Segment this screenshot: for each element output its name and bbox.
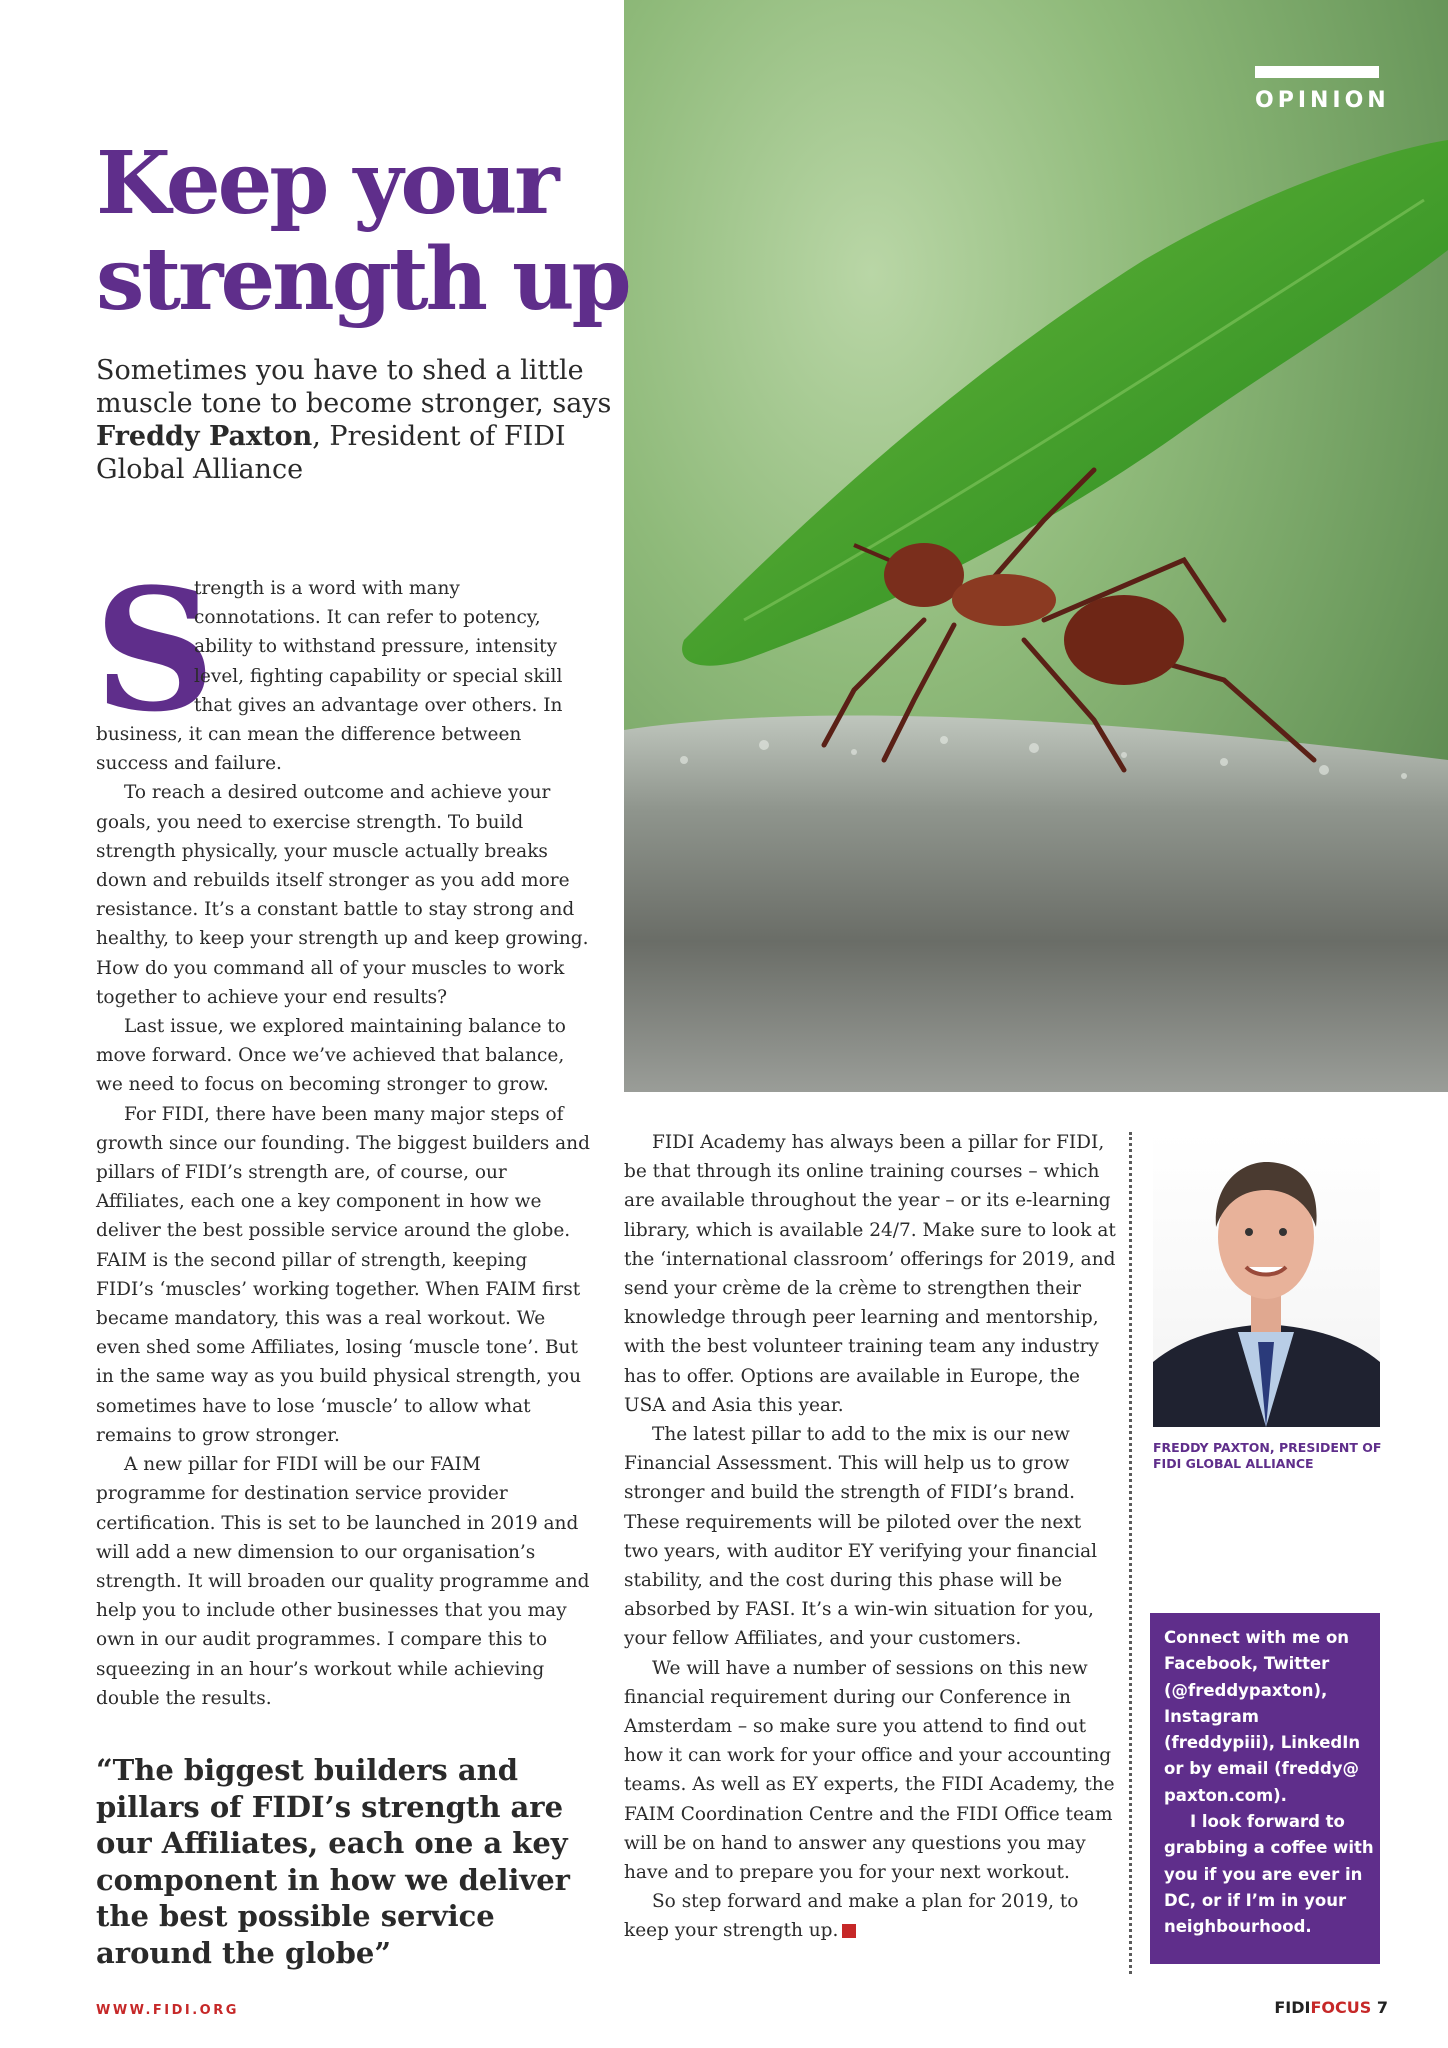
body-paragraph: We will have a number of sessions on this new financial requirement during our Conference in Amsterdam – so make sure you attend to find out how it can work for your office and your accounting teams. As well as EY experts, the FIDI Academy, the FAIM Coordination Centre and the FIDI Office team will be on hand to answer any questions you may have and to prepare you for your next workout. bbox=[624, 1657, 1115, 1884]
standfirst-post: , President of FIDI Global Alliance bbox=[96, 421, 566, 485]
footer-website-link[interactable]: WWW.FIDI.ORG bbox=[96, 2003, 239, 2018]
headline-line-2: strength up bbox=[96, 229, 629, 330]
footer-brand bbox=[1258, 1998, 1388, 2017]
standfirst bbox=[96, 354, 616, 486]
headline-line-1: Keep your bbox=[96, 133, 557, 234]
drop-cap: S bbox=[94, 551, 216, 749]
footer-brand-a: FIDI bbox=[1274, 1998, 1311, 2017]
end-mark-icon: FF bbox=[842, 1924, 856, 1938]
author-caption: FREDDY PAXTON, PRESIDENT OF FIDI GLOBAL ALLIANCE bbox=[1153, 1440, 1382, 1471]
body-paragraph: A new pillar for FIDI will be our FAIM programme for destination service provider certification. This is set to be launched in 2019 and will add a new dimension to our organisation’s strength. It will broaden our quality programme and help you to include other businesses that you may own in our audit programmes. I compare this to squeezing in an hour’s workout while achieving double the results. bbox=[96, 1454, 590, 1709]
body-paragraph: Last issue, we explored maintaining balance to move forward. Once we’ve achieved that balance, we need to focus on becoming stronger to grow. bbox=[96, 1016, 566, 1096]
section-label: OPINION bbox=[1255, 88, 1390, 113]
page-number: 7 bbox=[1376, 1998, 1388, 2017]
headline bbox=[96, 133, 636, 330]
body-column-2 bbox=[624, 1128, 1120, 1946]
footer-brand-b: FOCUS bbox=[1310, 1998, 1372, 2017]
connect-paragraph-2: I look forward to grabbing a coffee with you if you are ever in DC, or if I’m in your neighbourhood. bbox=[1164, 1812, 1374, 1937]
column-divider bbox=[1129, 1132, 1132, 1974]
body-column-1 bbox=[94, 551, 590, 1713]
connect-text bbox=[1164, 1625, 1374, 1941]
body-paragraph: For FIDI, there have been many major steps of growth since our founding. The biggest builders and pillars of FIDI’s strength are, of course, our Affiliates, each one a key component in how we deliver the best possible service around the globe. FAIM is the second pillar of strength, keeping FIDI’s ‘muscles’ working together. When FAIM first became mandatory, this was a real workout. We even shed some Affiliates, losing ‘muscle tone’. But in the same way as you build physical strength, you sometimes have to lose ‘muscle’ to allow what remains to grow stronger. bbox=[96, 1103, 590, 1446]
standfirst-author: Freddy Paxton bbox=[96, 421, 313, 452]
ant-leaf-photo bbox=[624, 0, 1448, 1092]
body-paragraph: FIDI Academy has always been a pillar for FIDI, be that through its online training courses – which are available throughout the year – or its e-learning library, which is available 24/7. Make sure to look at the ‘international classroom’ offerings for 2019, and send your crème de la crème to strengthen their knowledge through peer learning and mentorship, with the best volunteer training team any industry has to offer. Options are available in Europe, the USA and Asia this year. bbox=[624, 1132, 1116, 1416]
body-paragraph: The latest pillar to add to the mix is our new Financial Assessment. This will help us to grow stronger and build the strength of FIDI’s brand. These requirements will be piloted over the next two years, with auditor EY verifying your financial stability, and the cost during this phase will be absorbed by FASI. It’s a win-win situation for you, your fellow Affiliates, and your customers. bbox=[624, 1424, 1098, 1650]
body-paragraph: To reach a desired outcome and achieve your goals, you need to exercise strength. To build strength physically, your muscle actually breaks down and rebuilds itself stronger as you add more resistance. It’s a constant battle to stay strong and healthy, to keep your strength up and keep growing. How do you command all of your muscles to work together to achieve your end results? bbox=[96, 782, 589, 1008]
pull-quote: “The biggest builders and pillars of FIDI’s strength are our Affiliates, each one a key component in how we deliver the best possible service around the globe” bbox=[96, 1753, 570, 1970]
connect-paragraph-1: Connect with me on Facebook, Twitter (@freddypaxton), Instagram (freddypiii), LinkedIn or by email (freddy@ paxton.com). bbox=[1164, 1628, 1361, 1805]
body-paragraph: trength is a word with many connotations. It can refer to potency, ability to withstand pressure, intensity level, fighting capability or special skill that gives an advantage over others. In business, it can mean the difference between success and failure. bbox=[96, 578, 563, 775]
standfirst-pre: Sometimes you have to shed a little muscle tone to become stronger, says bbox=[96, 355, 612, 419]
body-paragraph bbox=[624, 1887, 1120, 1945]
final-paragraph-text: So step forward and make a plan for 2019, to keep your strength up. bbox=[624, 1891, 1079, 1942]
author-photo bbox=[1153, 1132, 1380, 1427]
opinion-bar bbox=[1255, 66, 1379, 78]
